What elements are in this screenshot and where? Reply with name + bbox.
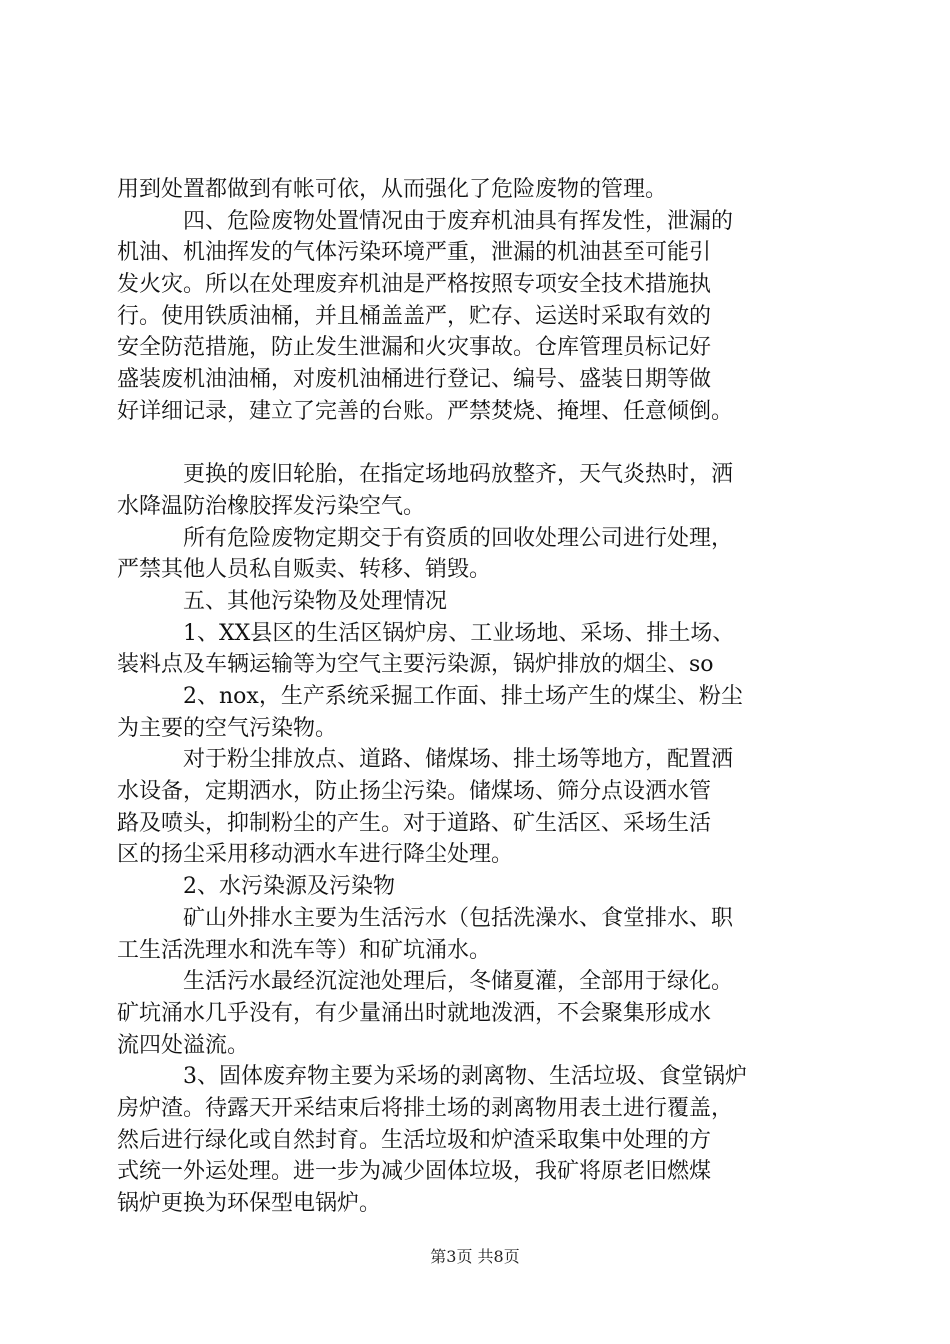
text-line: 安全防范措施，防止发生泄漏和火灾事故。仓库管理员标记好 bbox=[117, 335, 712, 361]
text-line: 为主要的空气污染物。 bbox=[117, 715, 338, 741]
text-line: 然后进行绿化或自然封育。生活垃圾和炉渣采取集中处理的方 bbox=[117, 1127, 712, 1153]
text-line: 2、nox，生产系统采掘工作面、排土场产生的煤尘、粉尘 bbox=[183, 684, 743, 709]
text-line: 锅炉更换为环保型电锅炉。 bbox=[117, 1191, 382, 1216]
text-line: 路及喷头，抑制粉尘的产生。对于道路、矿生活区、采场生活 bbox=[117, 810, 712, 836]
text-line: 对于粉尘排放点、道路、储煤场、排土场等地方，配置洒 bbox=[183, 747, 734, 773]
text-line: 流四处溢流。 bbox=[117, 1032, 250, 1058]
text-line: 机油、机油挥发的气体污染环境严重，泄漏的机油甚至可能引 bbox=[117, 240, 712, 266]
text-line: 所有危险废物定期交于有资质的回收处理公司进行处理， bbox=[183, 525, 734, 551]
text-line: 严禁其他人员私自贩卖、转移、销毁。 bbox=[117, 557, 492, 583]
text-line: 好详细记录，建立了完善的台账。严禁焚烧、掩埋、任意倾倒。 bbox=[117, 398, 734, 424]
text-line: 房炉渣。待露天开采结束后将排土场的剥离物用表土进行覆盖， bbox=[117, 1095, 734, 1121]
text-line: 生活污水最经沉淀池处理后，冬储夏灌，全部用于绿化。 bbox=[183, 969, 734, 995]
text-line: 行。使用铁质油桶，并且桶盖盖严，贮存、运送时采取有效的 bbox=[117, 303, 712, 329]
text-line: 式统一外运处理。进一步为减少固体垃圾，我矿将原老旧燃煤 bbox=[117, 1159, 712, 1185]
text-line: 盛装废机油油桶，对废机油桶进行登记、编号、盛装日期等做 bbox=[117, 367, 712, 393]
text-line: 水降温防治橡胶挥发污染空气。 bbox=[117, 493, 426, 519]
text-line: 矿山外排水主要为生活污水（包括洗澡水、食堂排水、职 bbox=[183, 905, 734, 931]
text-line: 用到处置都做到有帐可依，从而强化了危险废物的管理。 bbox=[117, 177, 668, 202]
text-line: 工生活洗理水和洗车等）和矿坑涌水。 bbox=[117, 937, 492, 963]
text-line: 水设备，定期洒水，防止扬尘污染。储煤场、筛分点设洒水管 bbox=[117, 779, 712, 805]
page-footer: 第3页 共8页 bbox=[430, 1247, 520, 1266]
text-line: 1、XX县区的生活区锅炉房、工业场地、采场、排土场、 bbox=[183, 620, 735, 646]
text-line: 五、其他污染物及处理情况 bbox=[183, 588, 448, 614]
document-body bbox=[117, 174, 835, 1220]
text-line: 区的扬尘采用移动洒水车进行降尘处理。 bbox=[117, 842, 514, 868]
blank-line bbox=[117, 428, 835, 460]
text-line: 装料点及车辆运输等为空气主要污染源，锅炉排放的烟尘、so bbox=[117, 652, 714, 678]
text-line: 3、固体废弃物主要为采场的剥离物、生活垃圾、食堂锅炉 bbox=[183, 1064, 747, 1090]
text-line: 四、危险废物处置情况由于废弃机油具有挥发性，泄漏的 bbox=[183, 208, 734, 234]
text-line: 发火灾。所以在处理废弃机油是严格按照专项安全技术措施执 bbox=[117, 272, 712, 298]
text-line: 矿坑涌水几乎没有，有少量涌出时就地泼洒，不会聚集形成水 bbox=[117, 1000, 712, 1026]
text-line: 2、水污染源及污染物 bbox=[183, 874, 395, 900]
text-line: 更换的废旧轮胎，在指定场地码放整齐，天气炎热时，洒 bbox=[183, 462, 734, 488]
